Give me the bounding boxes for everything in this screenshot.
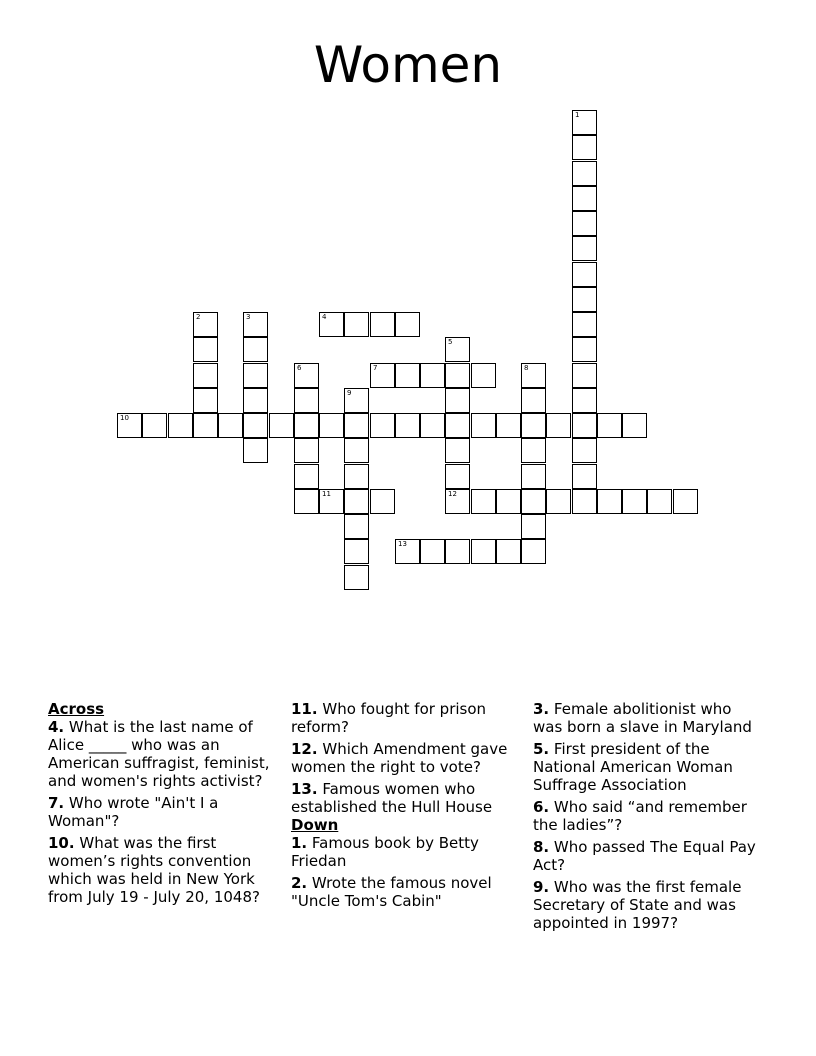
clue-number: 7.: [48, 794, 65, 812]
cell-number: 7: [373, 364, 378, 372]
grid-cell[interactable]: [445, 363, 470, 388]
grid-cell[interactable]: [496, 413, 521, 438]
cell-number: 3: [246, 313, 251, 321]
clue-text: Who said “and remember the ladies”?: [533, 798, 747, 834]
grid-cell[interactable]: [193, 413, 218, 438]
grid-cell[interactable]: [521, 388, 546, 413]
cell-number: 12: [448, 490, 457, 498]
grid-cell[interactable]: [344, 438, 369, 463]
grid-cell[interactable]: [344, 489, 369, 514]
clues-column-2: [291, 700, 523, 914]
grid-cell[interactable]: [193, 312, 218, 337]
clue-text: Who wrote "Ain't I a Woman"?: [48, 794, 219, 830]
clue-number: 12.: [291, 740, 318, 758]
clue-number: 4.: [48, 718, 65, 736]
grid-cell[interactable]: [243, 363, 268, 388]
clue-text: Who passed The Equal Pay Act?: [533, 838, 756, 874]
grid-cell[interactable]: [572, 236, 597, 261]
grid-cell[interactable]: [370, 489, 395, 514]
grid-cell[interactable]: [445, 388, 470, 413]
grid-cell[interactable]: [496, 539, 521, 564]
grid-cell[interactable]: [370, 312, 395, 337]
grid-cell[interactable]: [243, 337, 268, 362]
grid-cell[interactable]: [572, 413, 597, 438]
clue-down-8: [533, 838, 765, 874]
grid-cell[interactable]: [647, 489, 672, 514]
clue-number: 1.: [291, 834, 308, 852]
cell-number: 9: [347, 389, 352, 397]
clue-text: Famous women who established the Hull House: [291, 780, 493, 816]
grid-cell[interactable]: [294, 388, 319, 413]
grid-cell[interactable]: [344, 539, 369, 564]
clue-number: 2.: [291, 874, 308, 892]
grid-cell[interactable]: [420, 413, 445, 438]
clue-number: 6.: [533, 798, 550, 816]
clues-column-3: [533, 700, 765, 936]
clue-number: 5.: [533, 740, 550, 758]
grid-cell[interactable]: [572, 464, 597, 489]
grid-cell[interactable]: [521, 363, 546, 388]
grid-cell[interactable]: [471, 539, 496, 564]
down-heading: Down: [291, 816, 339, 834]
grid-cell[interactable]: [294, 438, 319, 463]
grid-cell[interactable]: [445, 539, 470, 564]
grid-cell[interactable]: [521, 413, 546, 438]
grid-cell[interactable]: [445, 337, 470, 362]
clue-text: What was the first women’s rights convention which was held in New York from July 19 - July 20, 1048?: [48, 834, 260, 906]
clue-across-11: [291, 700, 523, 736]
grid-cell[interactable]: [193, 337, 218, 362]
grid-cell[interactable]: [344, 413, 369, 438]
grid-cell[interactable]: [395, 363, 420, 388]
grid-cell[interactable]: [243, 413, 268, 438]
grid-cell[interactable]: [243, 388, 268, 413]
grid-cell[interactable]: [445, 438, 470, 463]
grid-cell[interactable]: [597, 489, 622, 514]
grid-cell[interactable]: [319, 413, 344, 438]
grid-cell[interactable]: [445, 464, 470, 489]
cell-number: 1: [575, 111, 580, 119]
page-title: Women: [313, 36, 503, 94]
clue-text: Who was the first female Secretary of State and was appointed in 1997?: [533, 878, 742, 932]
grid-cell[interactable]: [142, 413, 167, 438]
grid-cell[interactable]: [471, 489, 496, 514]
grid-cell[interactable]: [395, 413, 420, 438]
grid-cell[interactable]: [521, 539, 546, 564]
clue-down-1: [291, 834, 523, 870]
grid-cell[interactable]: [344, 565, 369, 590]
grid-cell[interactable]: [294, 363, 319, 388]
grid-cell[interactable]: [546, 413, 571, 438]
grid-cell[interactable]: [622, 413, 647, 438]
clue-down-2: [291, 874, 523, 910]
grid-cell[interactable]: [294, 413, 319, 438]
grid-cell[interactable]: [319, 312, 344, 337]
grid-cell[interactable]: [294, 489, 319, 514]
grid-cell[interactable]: [572, 337, 597, 362]
grid-cell[interactable]: [243, 312, 268, 337]
clue-across-13: [291, 780, 523, 816]
cell-number: 10: [120, 414, 129, 422]
clue-number: 8.: [533, 838, 550, 856]
clue-down-6: [533, 798, 765, 834]
grid-cell[interactable]: [471, 413, 496, 438]
grid-cell[interactable]: [445, 413, 470, 438]
grid-cell[interactable]: [218, 413, 243, 438]
grid-cell[interactable]: [420, 363, 445, 388]
grid-cell[interactable]: [521, 438, 546, 463]
grid-cell[interactable]: [572, 489, 597, 514]
grid-cell[interactable]: [269, 413, 294, 438]
grid-cell[interactable]: [445, 489, 470, 514]
grid-cell[interactable]: [572, 135, 597, 160]
grid-cell[interactable]: [395, 539, 420, 564]
grid-cell[interactable]: [344, 464, 369, 489]
grid-cell[interactable]: [193, 388, 218, 413]
grid-cell[interactable]: [294, 464, 319, 489]
cell-number: 6: [297, 364, 302, 372]
grid-cell[interactable]: [546, 489, 571, 514]
clue-number: 9.: [533, 878, 550, 896]
clue-text: Who fought for prison reform?: [291, 700, 487, 736]
clue-across-12: [291, 740, 523, 776]
clue-number: 13.: [291, 780, 318, 798]
grid-cell[interactable]: [344, 514, 369, 539]
grid-cell[interactable]: [572, 388, 597, 413]
grid-cell[interactable]: [395, 312, 420, 337]
grid-cell[interactable]: [344, 312, 369, 337]
grid-cell[interactable]: [370, 413, 395, 438]
grid-cell[interactable]: [572, 287, 597, 312]
grid-cell[interactable]: [496, 489, 521, 514]
grid-cell[interactable]: [521, 464, 546, 489]
cell-number: 13: [398, 540, 407, 548]
grid-cell[interactable]: [117, 413, 142, 438]
clues-column-1: [48, 700, 280, 910]
clue-number: 11.: [291, 700, 318, 718]
grid-cell[interactable]: [193, 363, 218, 388]
clue-text: Which Amendment gave women the right to vote?: [291, 740, 508, 776]
grid-cell[interactable]: [572, 161, 597, 186]
grid-cell[interactable]: [622, 489, 647, 514]
grid-cell[interactable]: [572, 211, 597, 236]
clue-across-7: [48, 794, 280, 830]
clue-text: Famous book by Betty Friedan: [291, 834, 479, 870]
grid-cell[interactable]: [521, 514, 546, 539]
clue-text: First president of the National American Woman Suffrage Association: [533, 740, 733, 794]
grid-cell[interactable]: [572, 186, 597, 211]
across-heading: Across: [48, 700, 105, 718]
grid-cell[interactable]: [673, 489, 698, 514]
cell-number: 4: [322, 313, 327, 321]
clue-number: 10.: [48, 834, 75, 852]
cell-number: 8: [524, 364, 529, 372]
grid-cell[interactable]: [370, 363, 395, 388]
grid-cell[interactable]: [243, 438, 268, 463]
grid-cell[interactable]: [521, 489, 546, 514]
clue-down-5: [533, 740, 765, 794]
clue-text: What is the last name of Alice _____ who was an American suffragist, feminist, and women's rights activist?: [48, 718, 270, 790]
clue-number: 3.: [533, 700, 550, 718]
grid-cell[interactable]: [420, 539, 445, 564]
grid-cell[interactable]: [572, 363, 597, 388]
clue-across-10: [48, 834, 280, 906]
grid-cell[interactable]: [572, 110, 597, 135]
cell-number: 11: [322, 490, 331, 498]
cell-number: 2: [196, 313, 201, 321]
grid-cell[interactable]: [319, 489, 344, 514]
grid-cell[interactable]: [344, 388, 369, 413]
grid-cell[interactable]: [597, 413, 622, 438]
clue-down-3: [533, 700, 765, 736]
clue-text: Wrote the famous novel "Uncle Tom's Cabin": [291, 874, 492, 910]
clue-text: Female abolitionist who was born a slave in Maryland: [533, 700, 752, 736]
clue-down-9: [533, 878, 765, 932]
grid-cell[interactable]: [471, 363, 496, 388]
cell-number: 5: [448, 338, 453, 346]
grid-cell[interactable]: [572, 262, 597, 287]
grid-cell[interactable]: [168, 413, 193, 438]
grid-cell[interactable]: [572, 438, 597, 463]
clue-across-4: [48, 718, 280, 790]
grid-cell[interactable]: [572, 312, 597, 337]
